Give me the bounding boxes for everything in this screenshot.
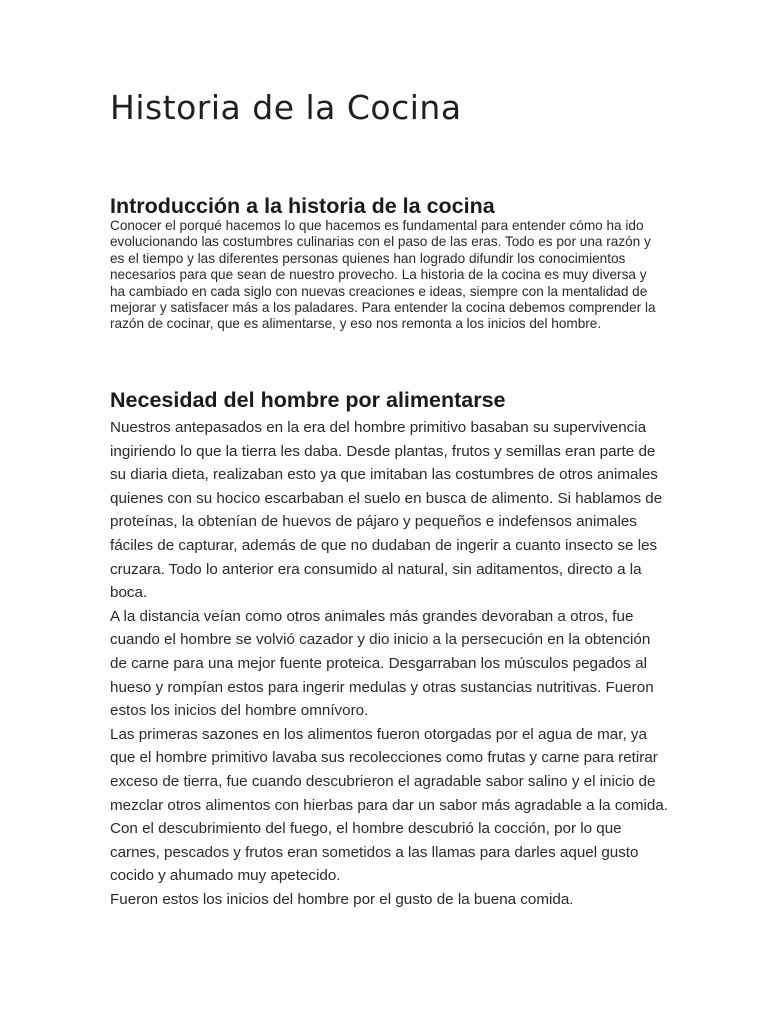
paragraph-antepasados: Nuestros antepasados en la era del hombre primitivo basaban su supervivencia ingiriendo lo que la tierra les daba. Desde plantas, frutos y semillas eran parte de su diaria dieta, realizaban esto ya que imitaban las costumbres de otros animales quienes con su hocico escarbaban el suelo en busca de alimento. Si hablamos de proteínas, la obtenían de huevos de pájaro y pequeños e indefensos animales fáciles de capturar, además de que no dudaban de ingerir a cuanto insecto se les cruzara. Todo lo anterior era consumido al natural, sin aditamentos, directo a la boca. bbox=[110, 419, 663, 602]
paragraph-fuego: Con el descubrimiento del fuego, el hombre descubrió la cocción, por lo que carnes, pescados y frutos eran sometidos a las llamas para darles aquel gusto cocido y ahumado muy apetecido. bbox=[110, 820, 639, 885]
section-body-necesidad bbox=[110, 416, 670, 911]
paragraph-sazones: Las primeras sazones en los alimentos fueron otorgadas por el agua de mar, ya que el hombre primitivo lavaba sus recolecciones como frutas y carne para retirar exceso de tierra, fue cuando descubrieron el agradable sabor salino y el inicio de mezclar otros alimentos con hierbas para dar un sabor más agradable a la comida. bbox=[110, 725, 669, 814]
document-title: Historia de la Cocina bbox=[110, 88, 462, 127]
section-heading-introduccion: Introducción a la historia de la cocina bbox=[110, 194, 495, 218]
section-heading-necesidad: Necesidad del hombre por alimentarse bbox=[110, 388, 506, 412]
paragraph-cazador: A la distancia veían como otros animales más grandes devoraban a otros, fue cuando el hombre se volvió cazador y dio inicio a la persecución en la obtención de carne para una mejor fuente proteica. Desgarraban los músculos pegados al hueso y rompían estos para ingerir medulas y otras sustancias nutritivas. Fueron estos los inicios del hombre omnívoro. bbox=[110, 607, 654, 720]
paragraph-conclusion: Fueron estos los inicios del hombre por el gusto de la buena comida. bbox=[110, 890, 574, 908]
section-paragraph-introduccion: Conocer el porqué hacemos lo que hacemos es fundamental para entender cómo ha ido evolucionando las costumbres culinarias con el paso de las eras. Todo es por una razón y es el tiempo y las diferentes personas quienes han logrado difundir los conocimientos necesarios para que sean de nuestro provecho. La historia de la cocina es muy diversa y ha cambiado en cada siglo con nuevas creaciones e ideas, siempre con la mentalidad de mejorar y satisfacer más a los paladares. Para entender la cocina debemos comprender la razón de cocinar, que es alimentarse, y eso nos remonta a los inicios del hombre. bbox=[110, 218, 656, 332]
